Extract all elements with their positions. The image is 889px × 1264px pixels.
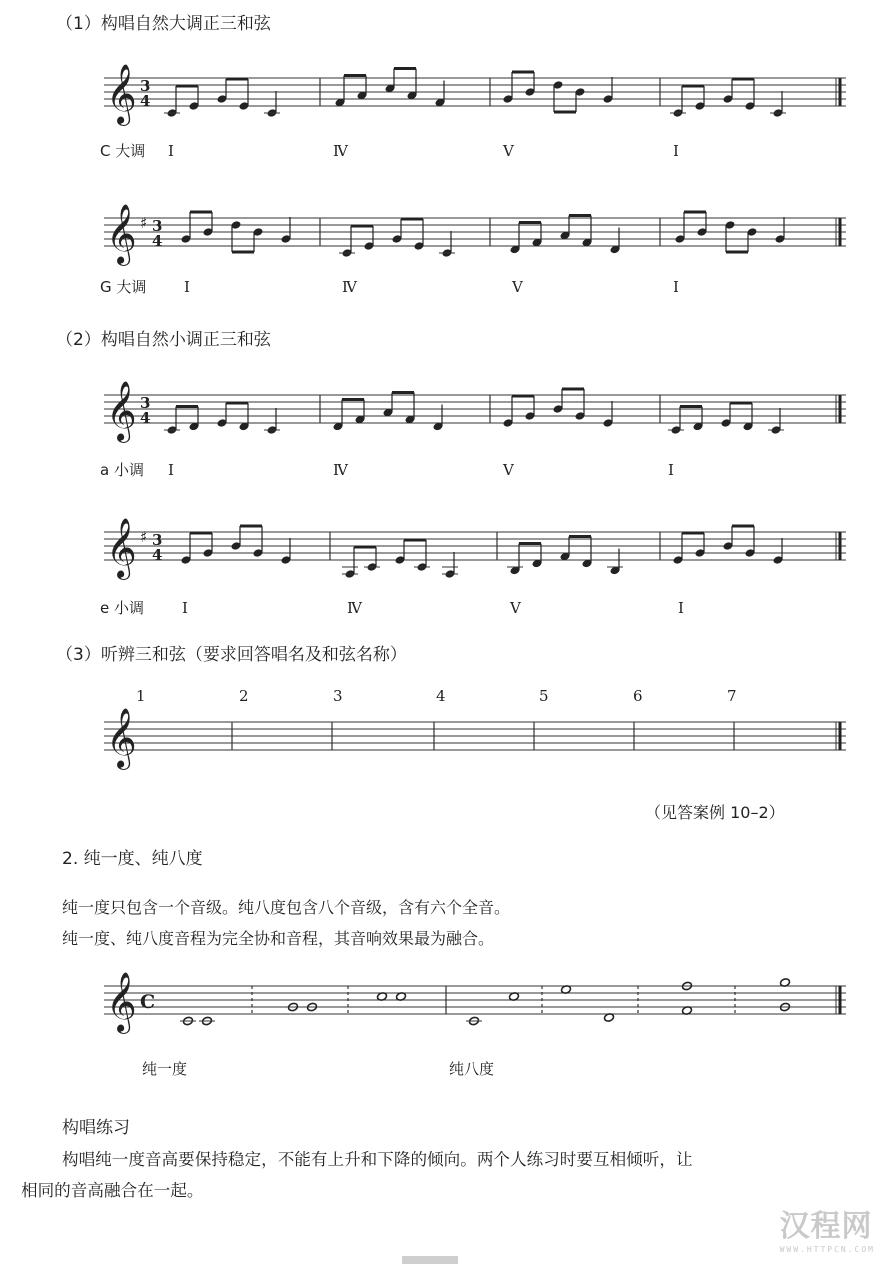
measure-number: 7 [727,687,737,705]
interval-label-unison: 纯一度 [142,1060,188,1078]
measure-number: 5 [539,687,549,705]
page-bottom-tab [402,1256,458,1264]
chord-label: Ⅴ [510,599,521,617]
time-signature-top: 3 [152,531,163,549]
chord-label: Ⅰ [184,278,190,296]
chord-label: Ⅳ [333,461,348,479]
measure-number: 3 [333,687,343,705]
time-signature-bottom: 4 [140,409,151,427]
staff-g-major [0,200,889,280]
chord-label: Ⅴ [512,278,523,296]
time-signature-bottom: 4 [152,546,163,564]
section5-heading: 构唱练习 [62,1118,130,1138]
treble-clef-icon: 𝄞 [106,972,137,1032]
measure-number: 4 [436,687,446,705]
paragraph: 纯一度只包含一个音级。纯八度包含八个音级，含有六个全音。 [62,898,511,917]
chord-label: Ⅴ [503,142,514,160]
time-signature-bottom: 4 [140,92,151,110]
watermark-text: 汉程网 [779,1209,873,1244]
staff-ear-training [0,708,889,792]
measure-number: 1 [136,687,146,705]
section3-heading: （3）听辨三和弦（要求回答唱名及和弦名称） [56,645,407,665]
sharp-icon: ♯ [140,528,148,546]
measure-number: 6 [633,687,643,705]
staff-a-minor [0,377,889,457]
time-signature-bottom: 4 [152,232,163,250]
interval-label-octave: 纯八度 [449,1060,495,1078]
paragraph: 构唱纯一度音高要保持稳定，不能有上升和下降的倾向。两个人练习时要互相倾听，让 [62,1150,693,1169]
staff-c-major [0,60,889,140]
common-time-icon: C [140,991,156,1013]
key-label-c-major: C 大调 [100,142,146,160]
section2-heading: （2）构唱自然小调正三和弦 [56,330,271,350]
treble-clef-icon: 𝄞 [106,518,137,578]
sharp-icon: ♯ [140,214,148,232]
chord-label: Ⅰ [673,142,679,160]
chord-label: Ⅳ [333,142,348,160]
chord-label: Ⅳ [347,599,362,617]
chord-label: Ⅰ [168,142,174,160]
chord-label: Ⅴ [503,461,514,479]
treble-clef-icon: 𝄞 [106,64,137,124]
watermark-logo [780,1201,875,1254]
chord-label: Ⅰ [678,599,684,617]
time-signature-top: 3 [140,394,151,412]
answer-reference: （见答案例 10–2） [645,803,785,822]
chord-label: Ⅰ [182,599,188,617]
key-label-g-major: G 大调 [100,278,147,296]
treble-clef-icon: 𝄞 [106,708,137,768]
watermark-url: WWW.HTTPCN.COM [779,1245,875,1254]
section4-heading: 2. 纯一度、纯八度 [62,849,203,869]
paragraph: 纯一度、纯八度音程为完全协和音程，其音响效果最为融合。 [62,929,495,948]
key-label-a-minor: a 小调 [100,461,144,479]
staff-intervals [0,968,889,1058]
paragraph: 相同的音高融合在一起。 [21,1181,204,1200]
chord-label: Ⅰ [168,461,174,479]
treble-clef-icon: 𝄞 [106,204,137,264]
measure-number: 2 [239,687,249,705]
chord-label: Ⅰ [673,278,679,296]
chord-label: Ⅰ [668,461,674,479]
time-signature-top: 3 [140,77,151,95]
chord-label: Ⅳ [342,278,357,296]
treble-clef-icon: 𝄞 [106,381,137,441]
staff-e-minor [0,514,889,594]
section1-heading: （1）构唱自然大调正三和弦 [56,14,271,34]
key-label-e-minor: e 小调 [100,599,144,617]
time-signature-top: 3 [152,217,163,235]
